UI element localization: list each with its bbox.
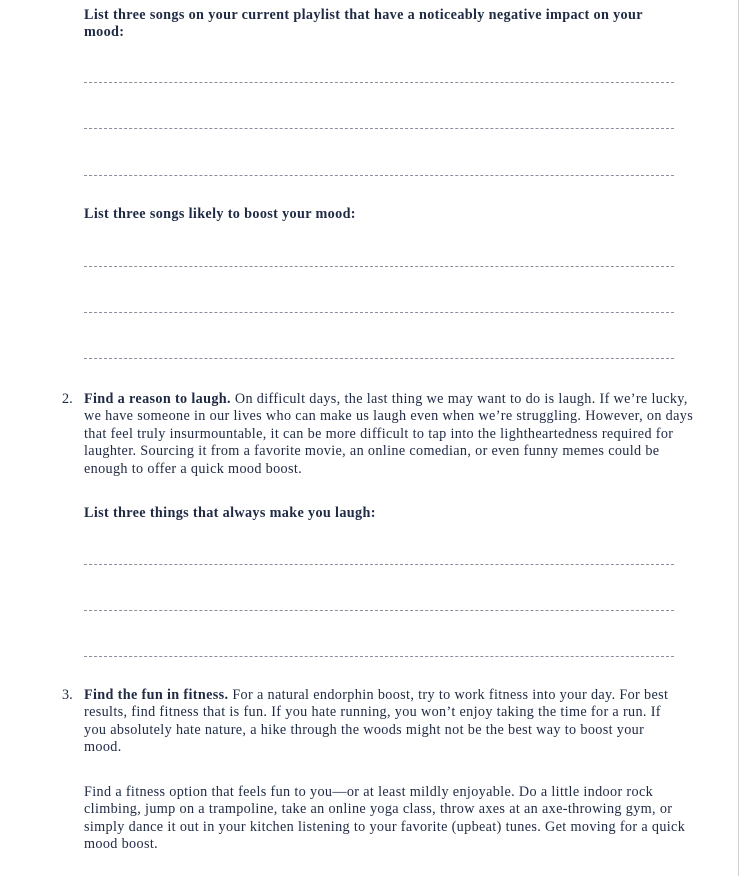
laugh-paragraph <box>84 391 696 478</box>
answer-line[interactable] <box>84 656 674 657</box>
answer-line[interactable] <box>84 610 674 611</box>
answer-line[interactable] <box>84 128 674 129</box>
fitness-extra-paragraph: Find a fitness option that feels fun to you—or at least mildly enjoyable. Do a little indoor rock climbing, jump on a trampoline, take an online yoga class, throw axes at an axe-throwing gym, or simply dance it out in your kitchen listening to your favorite (upbeat) tunes. Get moving for a quick mood boost. <box>84 784 686 853</box>
laugh-body: On difficult days, the last thing we may want to do is laugh. If we’re lucky, we have someone in our lives who can make us laugh even when we’re struggling. However, on days that feel truly insurmountable, it can be more difficult to tap into the lightheartedness required for laughter. Sourcing it from a favorite movie, an online comedian, or even funny memes could be enough to offer a quick mood boost. <box>84 391 694 477</box>
fitness-body: For a natural endorphin boost, try to work fitness into your day. For best results, find fitness that is fun. If you hate running, you won’t enjoy taking the time for a run. If you absolutely hate nature, a hike through the woods might not be the best way to boost your mood. <box>84 687 669 756</box>
fitness-paragraph <box>84 687 682 757</box>
list-number: 3. <box>62 687 73 703</box>
answer-line[interactable] <box>84 175 674 176</box>
prompt-boost-songs: List three songs likely to boost your mood: <box>84 206 356 222</box>
list-number: 2. <box>62 391 73 407</box>
answer-line[interactable] <box>84 266 674 267</box>
laugh-heading: Find a reason to laugh. <box>84 391 231 407</box>
answer-line[interactable] <box>84 564 674 565</box>
prompt-laugh-things: List three things that always make you laugh: <box>84 505 376 521</box>
fitness-heading: Find the fun in fitness. <box>84 687 229 703</box>
answer-line[interactable] <box>84 312 674 313</box>
answer-line[interactable] <box>84 82 674 83</box>
answer-line[interactable] <box>84 358 674 359</box>
prompt-negative-songs: List three songs on your current playlist that have a noticeably negative impact on your mood: <box>84 7 643 41</box>
